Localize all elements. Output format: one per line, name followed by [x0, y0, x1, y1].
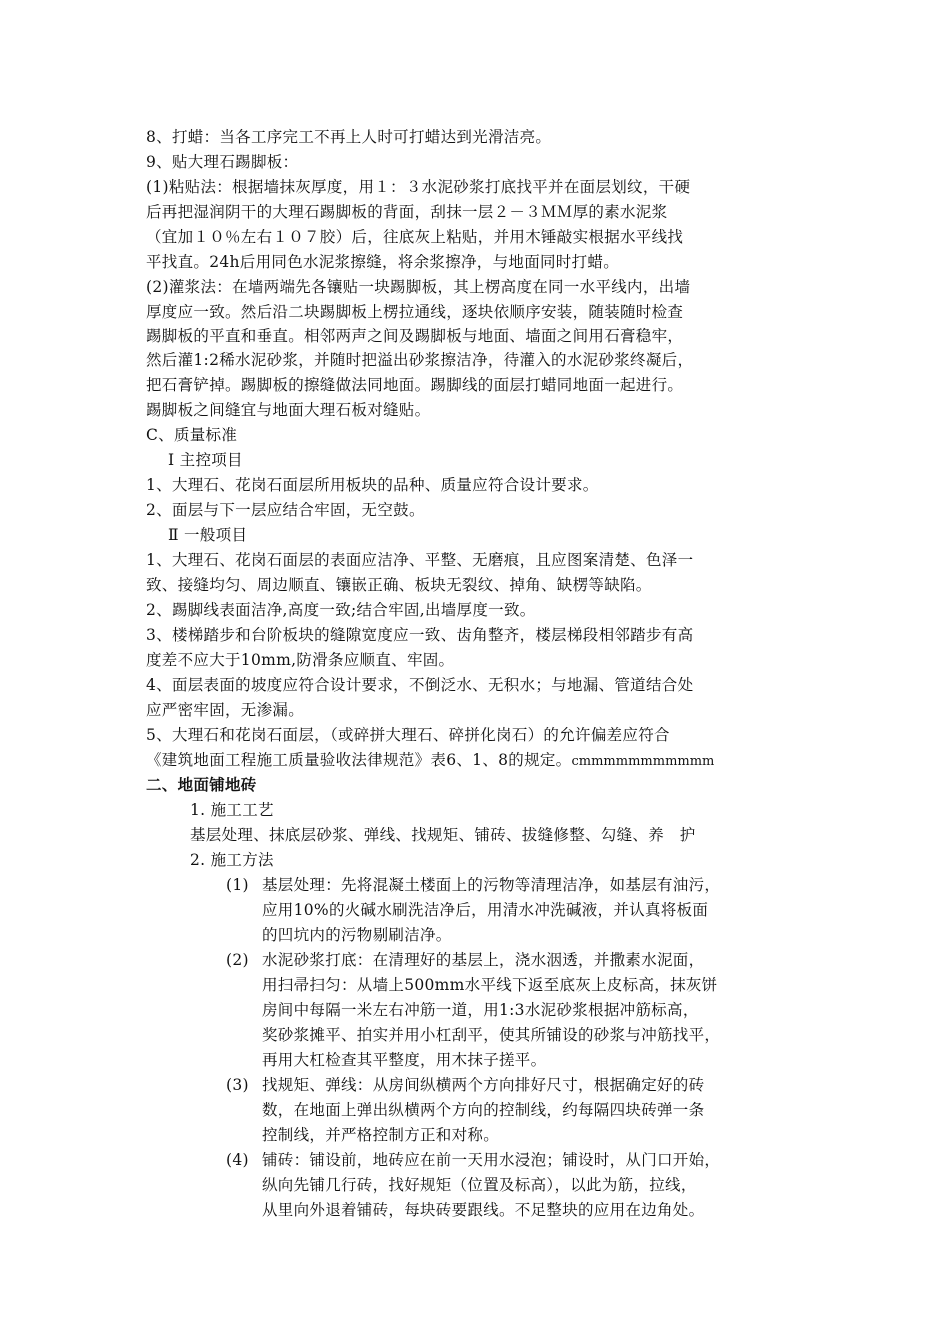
text-line [146, 748, 714, 774]
chapter-heading: 二、地面铺地砖 [146, 776, 257, 794]
text-line: 用扫帚扫匀：从墙上500mm水平线下返至底灰上皮标高，抹灰饼 [262, 976, 718, 994]
text-line: 水泥砂浆打底：在清理好的基层上，浇水洇透，并撒素水泥面， [262, 951, 705, 969]
section-heading: C、质量标准 [146, 426, 238, 444]
subsection-heading: Ⅰ 主控项目 [168, 451, 243, 469]
text-line: 9、贴大理石踢脚板： [146, 153, 299, 171]
numbered-heading: 1. 施工工艺 [190, 801, 274, 819]
text-line: 致、接缝均匀、周边顺直、镶嵌正确、板块无裂纹、掉角、缺楞等缺陷。 [146, 576, 652, 594]
text-line: 从里向外退着铺砖，每块砖要跟线。不足整块的应用在边角处。 [262, 1201, 705, 1219]
text-line: 1、大理石、花岗石面层所用板块的品种、质量应符合设计要求。 [146, 476, 599, 494]
text-line: 基层处理：先将混凝土楼面上的污物等清理洁净，如基层有油污， [262, 876, 721, 894]
text-line: 找规矩、弹线：从房间纵横两个方向排好尺寸，根据确定好的砖 [262, 1076, 705, 1094]
text-line: 数，在地面上弹出纵横两个方向的控制线，约每隔四块砖弹一条 [262, 1101, 705, 1119]
trailing-text: cmmmmmmmmmmm [571, 754, 715, 769]
text-line: 5、大理石和花岗石面层，（或碎拼大理石、碎拼化岗石）的允许偏差应符合 [146, 726, 670, 744]
text-line: 然后灌1:2稀水泥砂浆，并随时把溢出砂浆擦洁净，待灌入的水泥砂浆终凝后， [146, 351, 694, 369]
text-line: 应用10%的火碱水刷洗洁净后，用清水冲洗碱液，并认真将板面 [262, 901, 709, 919]
text-line: 的凹坑内的污物剔刷洁净。 [262, 926, 452, 944]
text-line: 应严密牢固，无渗漏。 [146, 701, 305, 719]
list-marker: (1) [226, 876, 249, 894]
text-line: 度差不应大于10mm,防滑条应顺直、牢固。 [146, 651, 455, 669]
text-line: 4、面层表面的坡度应符合设计要求，不倒泛水、无积水；与地漏、管道结合处 [146, 676, 694, 694]
list-marker: (2) [226, 951, 249, 969]
text-line: 纵向先铺几行砖，找好规矩（位置及标高），以此为筋，拉线， [262, 1176, 697, 1194]
subsection-heading: Ⅱ 一般项目 [168, 526, 248, 544]
text-line: 厚度应一致。然后沿二块踢脚板上楞拉通线，逐块依顺序安装，随装随时检查 [146, 303, 684, 321]
list-marker: (3) [226, 1076, 249, 1094]
text-line: 后再把湿润阴干的大理石踢脚板的背面，刮抹一层２－３ＭＭ厚的素水泥浆 [146, 203, 668, 221]
text-line: 房间中每隔一米左右冲筋一道，用1:3水泥砂浆根据冲筋标高， [262, 1001, 699, 1019]
text-line: 平找直。24h后用同色水泥浆擦缝，将余浆擦净，与地面同时打蜡。 [146, 253, 620, 271]
text-line: 控制线，并严格控制方正和对称。 [262, 1126, 500, 1144]
text-line: 把石膏铲掉。踢脚板的擦缝做法同地面。踢脚线的面层打蜡同地面一起进行。 [146, 376, 684, 394]
text-line: 奖砂浆摊平、拍实并用小杠刮平，使其所铺设的砂浆与冲筋找平， [262, 1026, 721, 1044]
text-line: (2)灌浆法：在墙两端先各镶贴一块踢脚板，其上楞高度在同一水平线内，出墙 [146, 278, 691, 296]
list-marker: (4) [226, 1151, 249, 1169]
text-line: 1、大理石、花岗石面层的表面应洁净、平整、无磨痕，且应图案清楚、色泽一 [146, 551, 694, 569]
text-line: （宜加１０％左右１０７胶）后，往底灰上粘贴，并用木锤敲实根据水平线找 [146, 228, 684, 246]
text-line: 2、踢脚线表面洁净,高度一致;结合牢固,出墙厚度一致。 [146, 601, 536, 619]
numbered-heading: 2. 施工方法 [190, 851, 274, 869]
text-line-body: 《建筑地面工程施工质量验收法律规范》表6、1、8的规定。 [146, 751, 572, 769]
text-line: (1)粘贴法：根据墙抹灰厚度，用１：３水泥砂浆打底找平并在面层划纹，干硬 [146, 178, 691, 196]
text-line: 铺砖：铺设前，地砖应在前一天用水浸泡；铺设时，从门口开始， [262, 1151, 721, 1169]
text-line: 2、面层与下一层应结合牢固，无空鼓。 [146, 501, 425, 519]
text-line: 3、楼梯踏步和台阶板块的缝隙宽度应一致、齿角整齐，楼层梯段相邻踏步有高 [146, 626, 694, 644]
text-line: 基层处理、抹底层砂浆、弹线、找规矩、铺砖、拔缝修整、勾缝、养 护 [190, 826, 696, 844]
text-line: 踢脚板的平直和垂直。相邻两声之间及踢脚板与地面、墙面之间用石膏稳牢， [146, 327, 684, 345]
text-line: 再用大杠检查其平整度，用木抹子搓平。 [262, 1051, 547, 1069]
text-line: 8、打蜡：当各工序完工不再上人时可打蜡达到光滑洁亮。 [146, 128, 552, 146]
text-line: 踢脚板之间缝宜与地面大理石板对缝贴。 [146, 401, 431, 419]
